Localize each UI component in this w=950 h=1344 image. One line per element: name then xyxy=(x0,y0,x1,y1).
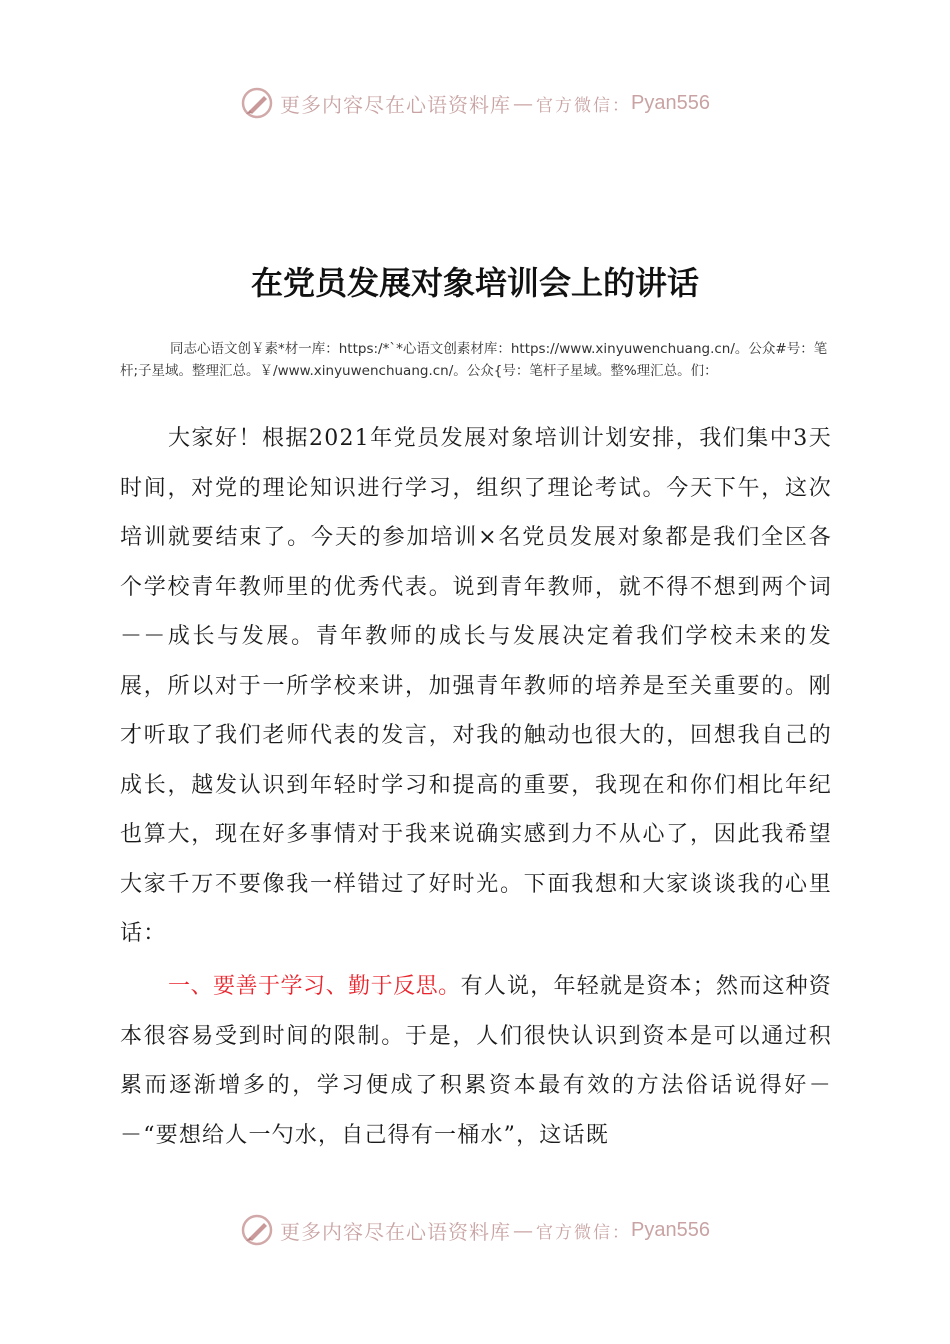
body-paragraph-2 xyxy=(120,962,832,1160)
pen-logo-icon xyxy=(240,1213,274,1247)
banner-text: 更多内容尽在心语资料库 xyxy=(280,92,512,117)
document-title: 在党员发展对象培训会上的讲话 xyxy=(250,264,699,302)
pen-logo-icon xyxy=(240,86,274,120)
banner-wechat-id: Pyan556 xyxy=(631,91,710,114)
header-watermark-banner xyxy=(0,83,950,123)
banner-separator: — xyxy=(513,91,535,115)
banner-wechat-label: 官方微信： xyxy=(536,1222,632,1243)
banner-wechat-id: Pyan556 xyxy=(631,1218,710,1241)
source-note: 同志心语文创￥素*材一库：https:/*`*心语文创素材库：https://www.xinyuwenchuang.cn/。公众#号：笔杆;子星域。整理汇总。￥/www.xinyuwenchuang.cn/。公众{号：笔杆子星域。整%理汇总。们： xyxy=(120,341,828,379)
banner-separator: — xyxy=(513,1218,535,1242)
footer-watermark-banner xyxy=(0,1210,950,1250)
banner-text: 更多内容尽在心语资料库 xyxy=(280,1219,512,1244)
section-text-1: 有人说，年轻就是资本；然而这种资本很容易受到时间的限制。于是，人们很快认识到资本是可以通过积累而逐渐增多的，学习便成了积累资本最有效的方法俗话说得好－－“要想给人一勺水，自己得有一桶水”，这话既 xyxy=(120,974,832,1148)
banner-wechat-label: 官方微信： xyxy=(536,95,632,116)
section-heading-1: 一、要善于学习、勤于反思。 xyxy=(168,974,461,999)
body-paragraph-1: 大家好！根据2021年党员发展对象培训计划安排，我们集中3天时间，对党的理论知识进行学习，组织了理论考试。今天下午，这次培训就要结束了。今天的参加培训×名党员发展对象都是我们全区各个学校青年教师里的优秀代表。说到青年教师，就不得不想到两个词－－成长与发展。青年教师的成长与发展决定着我们学校未来的发展，所以对于一所学校来讲，加强青年教师的培养是至关重要的。刚才听取了我们老师代表的发言，对我的触动也很大的，回想我自己的成长，越发认识到年轻时学习和提高的重要，我现在和你们相比年纪也算大，现在好多事情对于我来说确实感到力不从心了，因此我希望大家千万不要像我一样错过了好时光。下面我想和大家谈谈我的心里话： xyxy=(120,426,832,946)
